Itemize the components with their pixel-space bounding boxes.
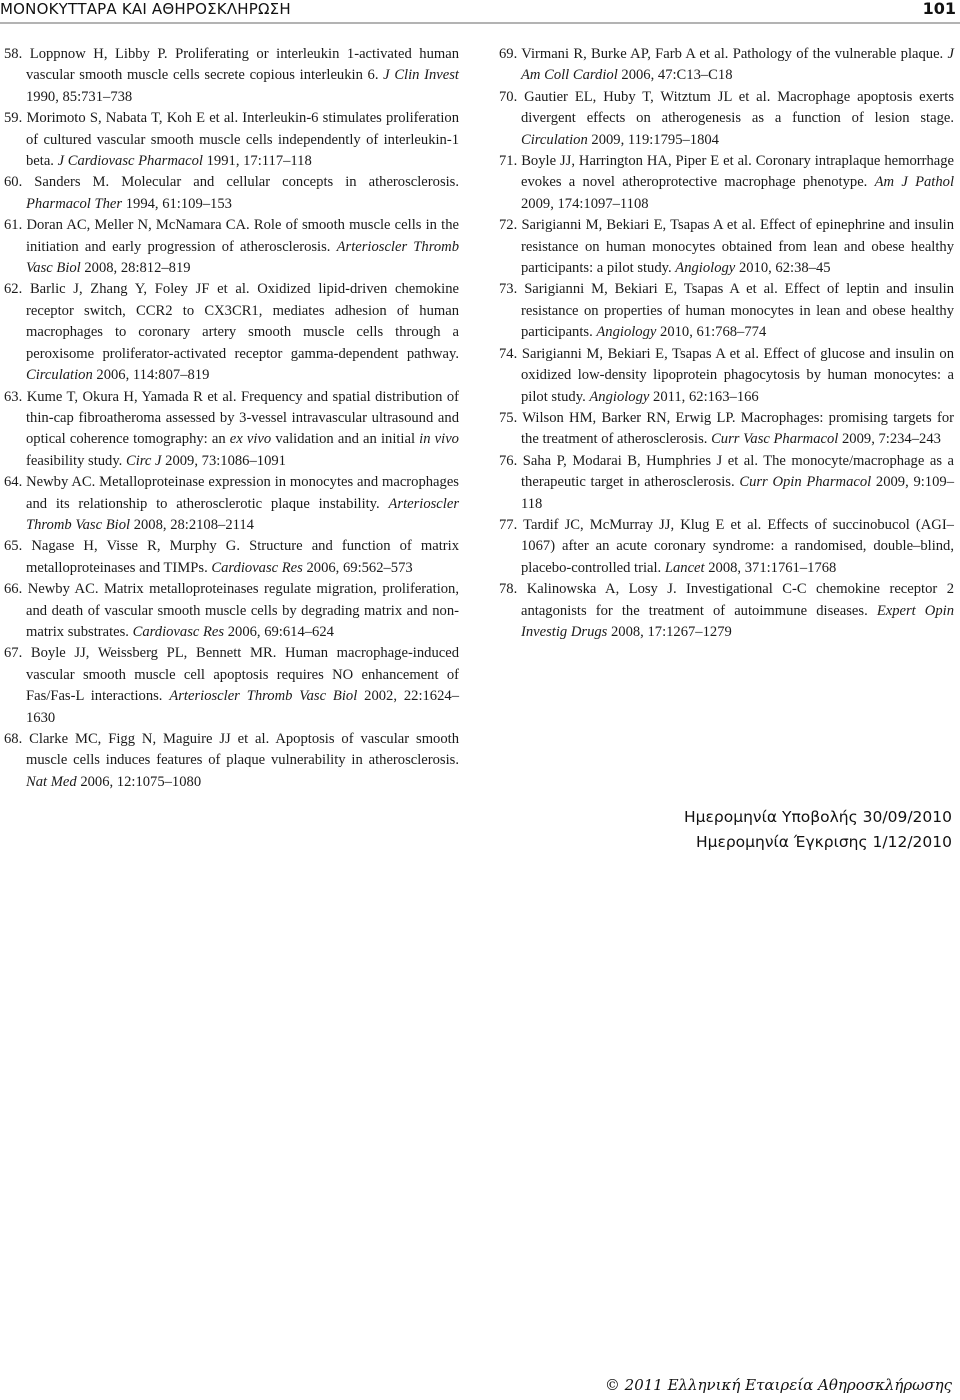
reference-item <box>4 472 459 536</box>
reference-text: 1994, 61:109–153 <box>122 195 232 212</box>
reference-text: 1991, 17:117–118 <box>202 153 312 170</box>
reference-number: 73. <box>499 281 525 298</box>
reference-number: 78. <box>499 581 527 598</box>
reference-journal: ex vivo <box>229 431 272 448</box>
reference-journal: Angiology <box>675 260 736 277</box>
reference-item <box>4 44 459 108</box>
reference-text: 2009, 7:234–243 <box>838 431 941 448</box>
reference-number: 77. <box>499 516 524 533</box>
reference-number: 60. <box>4 174 35 191</box>
reference-text: 2009, 9:109–118 <box>521 474 954 512</box>
reference-text: 2011, 62:163–166 <box>649 388 759 405</box>
reference-text: Newby AC. Metalloproteinase expression in monocytes and macrophages and its relationship to atherosclerotic plaque instability. <box>26 474 459 512</box>
reference-number: 69. <box>499 46 522 62</box>
reference-journal: Arterioscler Thromb Vasc Biol <box>26 495 459 533</box>
reference-number: 64. <box>4 474 27 491</box>
reference-text: Clarke MC, Figg N, Maguire JJ et al. Apoptosis of vascular smooth muscle cells induces features of plaque vulnerability in atherosclerosis. <box>26 731 460 769</box>
references-right-column <box>499 44 954 643</box>
reference-text: validation and an initial <box>271 431 420 448</box>
reference-item <box>499 408 954 451</box>
reference-journal: Curr Opin Pharmacol <box>739 474 872 491</box>
reference-item <box>499 279 954 343</box>
reference-item <box>499 344 954 408</box>
header-rule <box>0 22 960 24</box>
reference-number: 76. <box>499 452 523 469</box>
reference-journal: Angiology <box>596 324 657 341</box>
reference-journal: J Am Coll Cardiol <box>521 46 954 84</box>
copyright-symbol: © <box>604 1376 620 1394</box>
reference-number: 70. <box>499 88 525 105</box>
reference-text: Sarigianni M, Bekiari E, Tsapas A et al. Effect of leptin and insulin resistance on properties of human monocytes in lean and obese healthy participants. <box>521 281 955 341</box>
reference-number: 63. <box>4 388 27 405</box>
reference-text: 2006, 12:1075–1080 <box>76 773 202 790</box>
page-number: 101 <box>922 0 956 18</box>
reference-text: Nagase H, Visse R, Murphy G. Structure and function of matrix metalloproteinases and TIMPs. <box>26 538 459 576</box>
reference-text: feasibility study. <box>26 452 126 469</box>
reference-item <box>4 279 459 386</box>
reference-text: Kume T, Okura H, Yamada R et al. Frequency and spatial distribution of thin-cap fibroatheroma assessed by 3-vessel intravascular ultrasound and optical coherence tomography: an <box>26 388 459 448</box>
submission-date: Ημερομηνία Υποβολής 30/09/2010 <box>684 808 952 826</box>
approval-date: Ημερομηνία Έγκρισης 1/12/2010 <box>695 833 952 851</box>
reference-item <box>4 387 459 473</box>
reference-number: 71. <box>499 153 522 170</box>
reference-journal: Curr Vasc Pharmacol <box>711 431 839 448</box>
reference-text: 1990, 85:731–738 <box>26 88 133 105</box>
reference-text: 2010, 62:38–45 <box>735 260 831 277</box>
reference-text: 2006, 114:807–819 <box>92 367 210 384</box>
reference-item <box>499 451 954 515</box>
reference-journal: J Cardiovasc Pharmacol <box>57 153 203 170</box>
reference-journal: Arterioscler Thromb Vasc Biol <box>169 688 358 705</box>
reference-item <box>499 579 954 643</box>
reference-journal: Arterioscler Thromb Vasc Biol <box>26 238 459 277</box>
running-header <box>0 0 960 22</box>
reference-number: 68. <box>4 731 30 747</box>
reference-item <box>4 643 459 729</box>
reference-text: Sarigianni M, Bekiari E, Tsapas A et al. Effect of epinephrine and insulin resistance on human monocytes obtained from lean and obese healthy participants: a pilot study. <box>521 217 954 277</box>
reference-item <box>4 729 459 793</box>
reference-number: 72. <box>499 217 522 234</box>
reference-number: 58. <box>4 46 30 62</box>
reference-journal: Nat Med <box>26 773 77 790</box>
running-title: ΜΟΝΟΚΥΤΤΑΡΑ ΚΑΙ ΑΘΗΡΟΣΚΛΗΡΩΣΗ <box>0 0 291 18</box>
reference-item <box>499 151 954 215</box>
reference-text: 2008, 28:2108–2114 <box>130 516 254 533</box>
reference-item <box>499 44 954 87</box>
reference-text: Sarigianni M, Bekiari E, Tsapas A et al. Effect of glucose and insulin on oxidized low-density lipoprotein phagocytosis by human monocytes: a pilot study. <box>521 345 954 405</box>
reference-text: Gautier EL, Huby T, Witztum JL et al. Macrophage apoptosis exerts divergent effects on atherogenesis as a function of lesion stage. <box>521 88 954 127</box>
reference-text: Boyle JJ, Weissberg PL, Bennett MR. Human macrophage-induced vascular smooth muscle cell apoptosis requires NO enhancement of Fas/Fas-L interactions. <box>26 645 460 705</box>
reference-journal: Cardiovasc Res <box>132 623 225 640</box>
reference-journal: Am J Pathol <box>874 174 954 191</box>
reference-text: Tardif JC, McMurray JJ, Klug E et al. Effects of succinobucol (AGI–1067) after an acute coronary syndrome: a randomised, double–blind, placebo-controlled trial. <box>521 516 954 576</box>
reference-item <box>4 536 459 579</box>
reference-item <box>499 87 954 151</box>
reference-item <box>499 515 954 579</box>
reference-text: Kalinowska A, Losy J. Investigational C-C chemokine receptor 2 antagonists for the treatment of autoimmune diseases. <box>521 581 954 619</box>
reference-item <box>4 108 459 172</box>
reference-text: Sanders M. Molecular and cellular concepts in atherosclerosis. <box>34 174 459 191</box>
reference-text: 2008, 28:812–819 <box>80 260 191 277</box>
reference-text: 2009, 174:1097–1108 <box>521 195 649 212</box>
reference-number: 75. <box>499 409 523 426</box>
copyright-text: 2011 Ελληνική Εταιρεία Αθηροσκλήρωσης <box>624 1376 952 1394</box>
reference-number: 59. <box>4 110 27 127</box>
reference-number: 65. <box>4 538 32 555</box>
reference-text: 2009, 73:1086–1091 <box>161 452 286 469</box>
reference-text: Loppnow H, Libby P. Proliferating or interleukin 1-activated human vascular smooth muscle cells secrete copious interleukin 6. <box>26 46 460 84</box>
reference-journal: Cardiovasc Res <box>211 559 303 576</box>
reference-item <box>4 215 459 279</box>
reference-text: 2002, 22:1624–1630 <box>26 688 459 726</box>
publication-dates <box>684 805 952 855</box>
reference-number: 74. <box>499 345 522 362</box>
reference-item <box>499 215 954 279</box>
reference-journal: Angiology <box>589 388 650 405</box>
reference-journal: Lancet <box>664 559 705 576</box>
reference-text: 2010, 61:768–774 <box>656 324 767 341</box>
reference-text: 2006, 69:614–624 <box>224 623 334 640</box>
reference-text: Morimoto S, Nabata T, Koh E et al. Interleukin-6 stimulates proliferation of cultured vascular smooth muscle cells independently of interleukin-1 beta. <box>26 110 460 170</box>
reference-journal: Pharmacol Ther <box>26 195 123 212</box>
reference-text: 2009, 119:1795–1804 <box>587 131 719 148</box>
reference-journal: Expert Opin Investig Drugs <box>521 602 954 640</box>
reference-text: Saha P, Modarai B, Humphries J et al. The monocyte/macrophage as a therapeutic target in atherosclerosis. <box>521 452 955 491</box>
reference-number: 61. <box>4 217 27 234</box>
reference-journal: in vivo <box>419 431 459 448</box>
reference-text: 2006, 69:562–573 <box>302 559 413 576</box>
reference-number: 62. <box>4 281 30 298</box>
reference-number: 67. <box>4 645 31 662</box>
reference-item <box>4 172 459 215</box>
reference-text: 2008, 17:1267–1279 <box>607 623 732 640</box>
reference-journal: J Clin Invest <box>383 67 459 84</box>
reference-number: 66. <box>4 581 28 598</box>
reference-text: Barlic J, Zhang Y, Foley JF et al. Oxidized lipid-driven chemokine receptor switch, CCR2 to CX3CR1, mediates adhesion of human macrophages to coronary artery smooth muscle cells through a peroxisome proliferator-activated receptor gamma-dependent pathway. <box>26 281 460 362</box>
reference-journal: Circulation <box>26 367 93 384</box>
reference-item <box>4 579 459 643</box>
reference-text: Doran AC, Meller N, McNamara CA. Role of smooth muscle cells in the initiation and early progression of atherosclerosis. <box>26 217 459 255</box>
reference-text: Virmani R, Burke AP, Farb A et al. Pathology of the vulnerable plaque. <box>521 46 948 62</box>
reference-journal: Circ J <box>125 452 162 469</box>
copyright-footer <box>605 1376 952 1394</box>
reference-text: 2006, 47:C13–C18 <box>617 67 733 84</box>
reference-text: Newby AC. Matrix metalloproteinases regulate migration, proliferation, and death of vascular smooth muscle cells by degrading matrix and non-matrix substrates. <box>26 581 459 640</box>
reference-text: Wilson HM, Barker RN, Erwig LP. Macrophages: promising targets for the treatment of atherosclerosis. <box>521 409 954 448</box>
reference-text: Boyle JJ, Harrington HA, Piper E et al. Coronary intraplaque hemorrhage evokes a novel atheroprotective macrophage phenotype. <box>521 153 955 191</box>
references-left-column <box>4 44 459 793</box>
reference-journal: Circulation <box>521 131 588 148</box>
reference-text: 2008, 371:1761–1768 <box>704 559 837 576</box>
